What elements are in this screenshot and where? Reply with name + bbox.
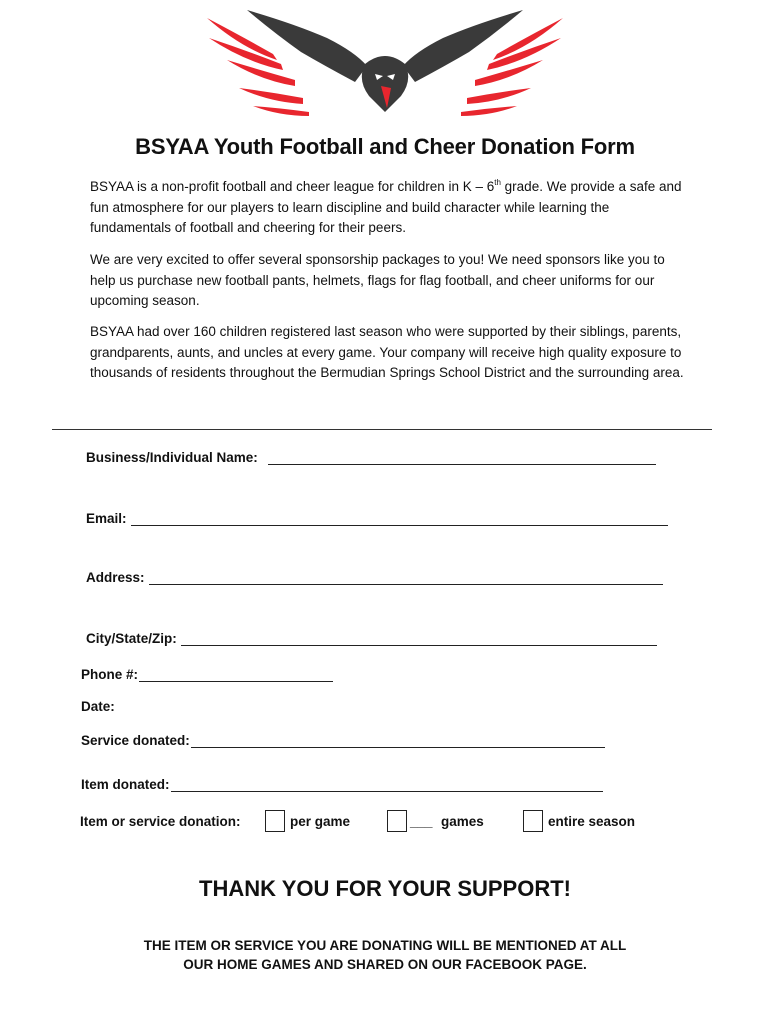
phone-field[interactable]: [81, 667, 333, 682]
hawk-head: [362, 56, 408, 112]
item-donated-line[interactable]: [171, 777, 603, 792]
email-line[interactable]: [131, 511, 668, 526]
per-game-checkbox[interactable]: [265, 810, 285, 832]
item-donated-field[interactable]: [81, 777, 603, 792]
address-label: Address:: [86, 570, 145, 585]
date-label: Date:: [81, 699, 115, 714]
right-wing-feather: [461, 106, 517, 116]
item-donated-label: Item donated:: [81, 777, 170, 792]
email-label: Email:: [86, 511, 127, 526]
city-state-zip-label: City/State/Zip:: [86, 631, 177, 646]
footer-line-2: OUR HOME GAMES AND SHARED ON OUR FACEBOOK PAGE.: [183, 957, 587, 972]
sponsorship-paragraph: We are very excited to offer several sponsorship packages to you! We need sponsors like you to help us purchase new football pants, helmets, flags for flag football, and cheer uniforms for our upcoming season.: [90, 252, 665, 308]
footer-note: [0, 936, 770, 974]
games-checkbox[interactable]: [387, 810, 407, 832]
phone-label: Phone #:: [81, 667, 139, 682]
footer-line-1: THE ITEM OR SERVICE YOU ARE DONATING WILL BE MENTIONED AT ALL: [143, 938, 627, 953]
left-wing-feather: [239, 88, 303, 104]
business-name-line[interactable]: [268, 450, 656, 465]
business-name-field[interactable]: [86, 450, 656, 465]
form-title: BSYAA Youth Football and Cheer Donation Form: [135, 134, 635, 159]
business-name-label: Business/Individual Name:: [86, 450, 258, 465]
service-donated-field[interactable]: [81, 733, 605, 748]
thank-you-heading: THANK YOU FOR YOUR SUPPORT!: [199, 876, 571, 901]
games-label: games: [441, 814, 484, 829]
hawk-logo-icon: [205, 8, 565, 120]
donation-type-label: Item or service donation:: [80, 814, 241, 829]
right-wing-dark: [403, 10, 523, 82]
exposure-paragraph: BSYAA had over 160 children registered last season who were supported by their siblings, parents, grandparents, aunts, and uncles at every game. Your company will receive high quality exposure to thousands of residents throughout the Bermudian Springs School District and the surrounding area.: [90, 324, 684, 380]
per-game-label: per game: [290, 814, 351, 829]
entire-season-checkbox[interactable]: [523, 810, 543, 832]
right-wing-feather: [467, 88, 531, 104]
donation-type-row: [80, 810, 680, 836]
city-state-zip-line[interactable]: [181, 631, 657, 646]
address-line[interactable]: [149, 570, 663, 585]
left-wing-feather: [253, 106, 309, 116]
address-field[interactable]: [86, 570, 663, 585]
city-state-zip-field[interactable]: [86, 631, 657, 646]
intro-paragraph: BSYAA is a non-profit football and cheer league for children in K – 6th grade. We provide a safe and fun atmosphere for our players to learn discipline and build character while learning the fundamentals of football and cheering for their peers.: [90, 178, 682, 235]
divider: [52, 429, 712, 430]
service-donated-label: Service donated:: [81, 733, 190, 748]
games-count-blank[interactable]: ___: [410, 814, 433, 829]
entire-season-label: entire season: [548, 814, 636, 829]
date-field[interactable]: [81, 699, 115, 714]
email-field[interactable]: [86, 511, 668, 526]
phone-line[interactable]: [139, 667, 333, 682]
service-donated-line[interactable]: [191, 733, 605, 748]
left-wing-dark: [247, 10, 367, 82]
